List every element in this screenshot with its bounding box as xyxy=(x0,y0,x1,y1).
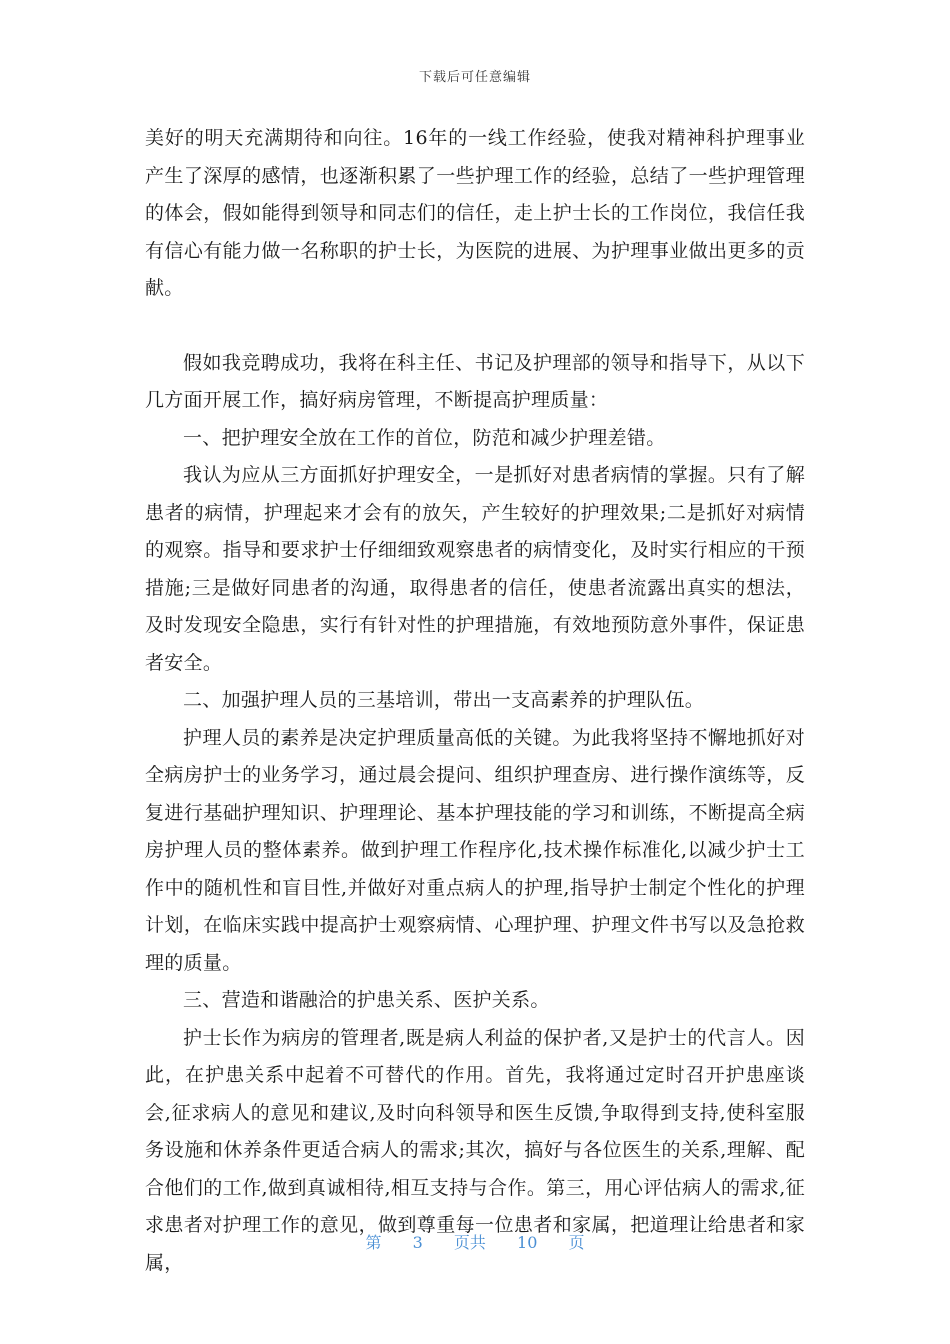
paragraph-1: 美好的明天充满期待和向往。16年的一线工作经验，使我对精神科护理事业产生了深厚的感情，也逐渐积累了一些护理工作的经验，总结了一些护理管理的体会，假如能得到领导和同志们的信任，走上护士长的工作岗位，我信任我有信心有能力做一名称职的护士长，为医院的进展、为护理事业做出更多的贡献。 xyxy=(145,127,805,299)
page-label-suffix: 页 xyxy=(568,1233,585,1252)
page-label-prefix: 第 xyxy=(365,1233,382,1252)
page-label-middle: 页共 xyxy=(453,1233,486,1252)
paragraph-3: 我认为应从三方面抓好护理安全，一是抓好对患者病情的掌握。只有了解患者的病情，护理起来才会有的放矢，产生较好的护理效果;二是抓好对病情的观察。指导和要求护士仔细细致观察患者的病情变化，及时实行相应的干预措施;三是做好同患者的沟通，取得患者的信任，使患者流露出真实的想法，及时发现安全隐患，实行有针对性的护理措施，有效地预防意外事件，保证患者安全。 xyxy=(145,464,805,674)
section-heading-1: 一、把护理安全放在工作的首位，防范和减少护理差错。 xyxy=(183,426,666,449)
page-footer xyxy=(0,1230,950,1253)
paragraph-5: 护士长作为病房的管理者,既是病人利益的保护者,又是护士的代言人。因此，在护患关系中起着不可替代的作用。首先，我将通过定时召开护患座谈会,征求病人的意见和建议,及时向科领导和医生反馈,争取得到支持,使科室服务设施和休养条件更适合病人的需求;其次，搞好与各位医生的关系,理解、配合他们的工作,做到真诚相待,相互支持与合作。第三，用心评估病人的需求,征求患者对护理工作的意见，做到尊重每一位患者和家属，把道理让给患者和家属， xyxy=(145,1026,805,1274)
document-body xyxy=(145,120,805,1282)
paragraph-4: 护理人员的素养是决定护理质量高低的关键。为此我将坚持不懈地抓好对全病房护士的业务学习，通过晨会提问、组织护理查房、进行操作演练等，反复进行基础护理知识、护理理论、基本护理技能的学习和训练，不断提高全病房护理人员的整体素养。做到护理工作程序化,技术操作标准化,以减少护士工作中的随机性和盲目性,并做好对重点病人的护理,指导护士制定个性化的护理计划，在临床实践中提高护士观察病情、心理护理、护理文件书写以及急抢救理的质量。 xyxy=(145,726,805,974)
page-number-total: 10 xyxy=(517,1233,538,1252)
paragraph-2: 假如我竞聘成功，我将在科主任、书记及护理部的领导和指导下，从以下几方面开展工作，搞好病房管理，不断提高护理质量： xyxy=(145,351,805,411)
page-number-current: 3 xyxy=(412,1233,423,1252)
page-header-note: 下载后可任意编辑 xyxy=(418,70,531,85)
section-heading-2: 二、加强护理人员的三基培训，带出一支高素养的护理队伍。 xyxy=(183,689,705,711)
section-heading-3: 三、营造和谐融洽的护患关系、医护关系。 xyxy=(183,989,550,1011)
